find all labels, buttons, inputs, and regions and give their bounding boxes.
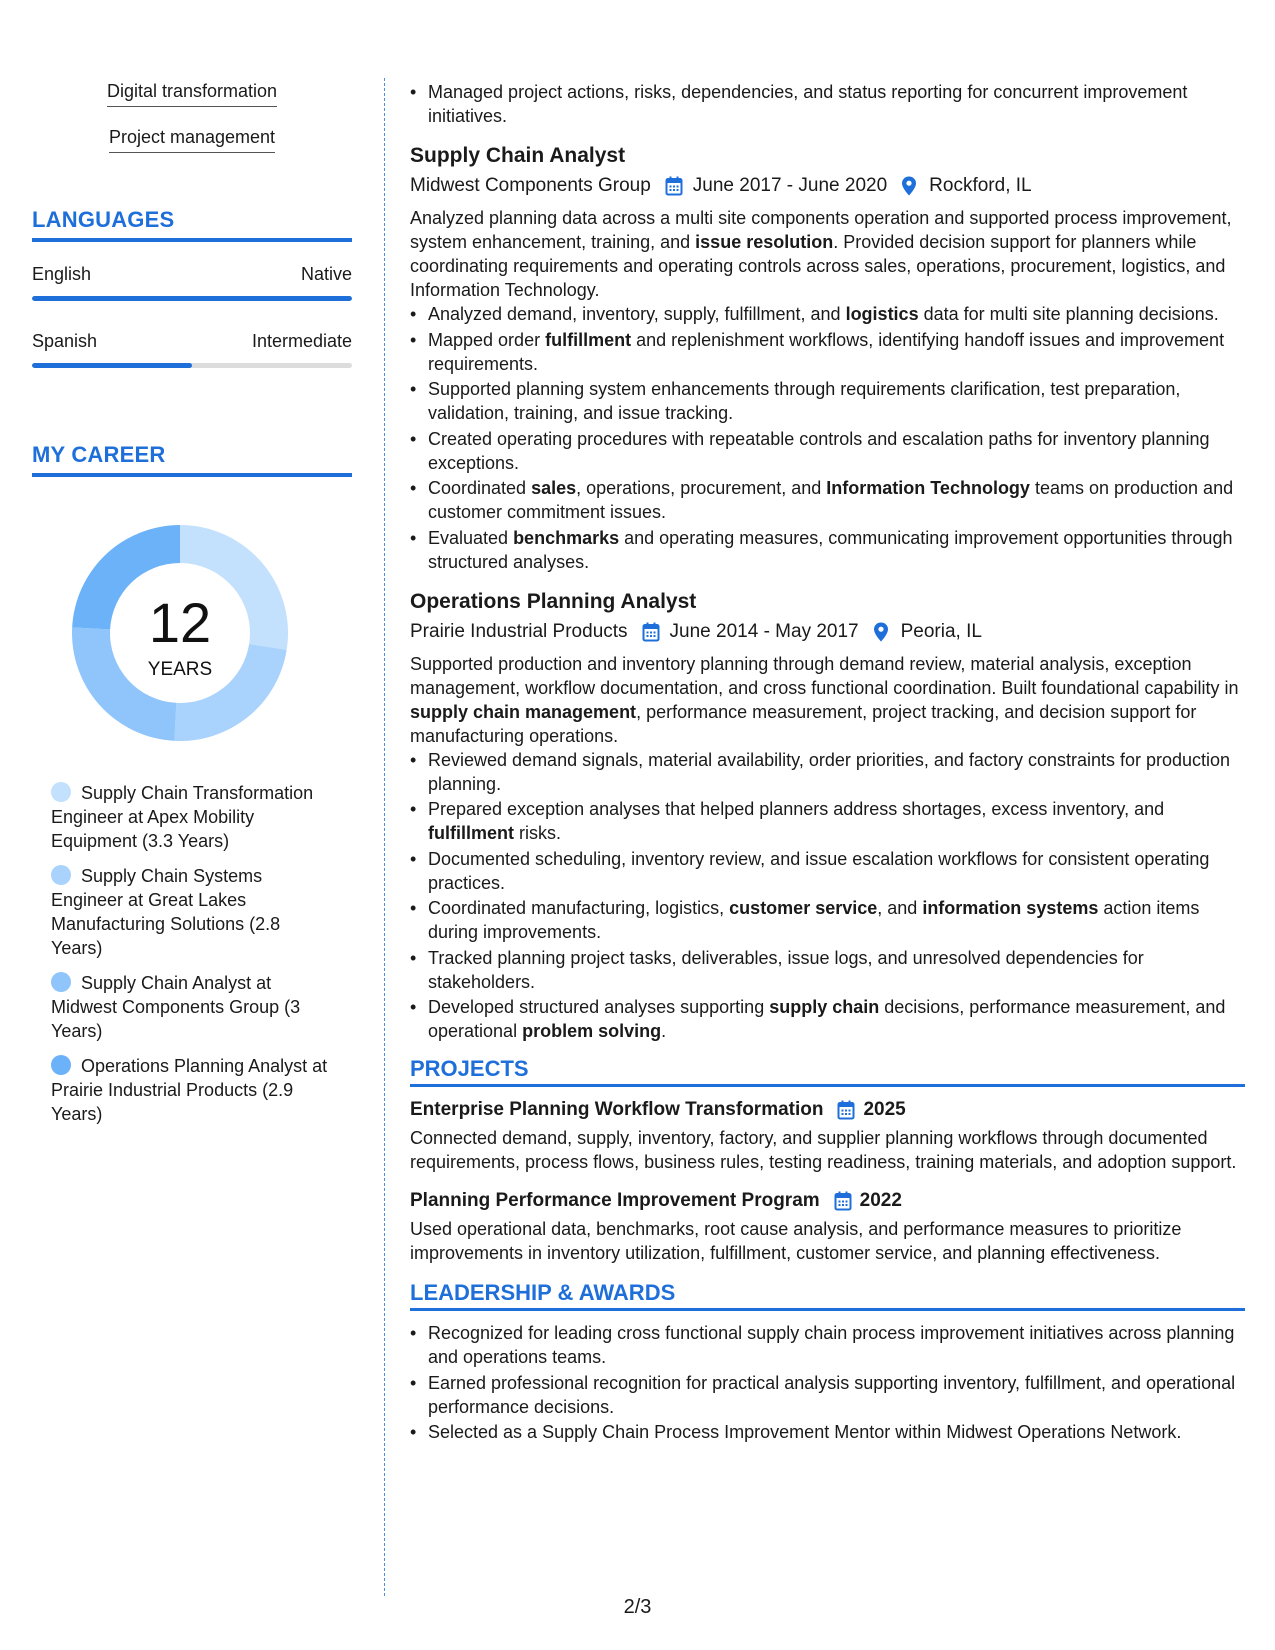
awards-heading: LEADERSHIP & AWARDS xyxy=(410,1281,1245,1311)
career-legend-item xyxy=(51,781,336,853)
calendar-icon xyxy=(834,1191,852,1211)
list-item: • Evaluated benchmarks and operating measures, communicating improvement opportunities through structured analyses. xyxy=(410,526,1245,574)
career-donut-chart xyxy=(68,521,292,745)
job-bullet-list xyxy=(410,748,1245,1044)
calendar-icon xyxy=(837,1100,855,1120)
project-header xyxy=(410,1097,1245,1123)
job-summary: Supported production and inventory planning through demand review, material analysis, exception management, workflow documentation, and cross functional coordination. Built foundational capability in supply chain management, performance measurement, project tracking, and decision support for manufacturing operations. xyxy=(410,653,1239,746)
career-legend-item xyxy=(51,864,336,960)
map-pin-icon xyxy=(901,176,919,196)
list-item: • Recognized for leading cross functional supply chain process improvement initiatives across planning and operations teams. xyxy=(410,1321,1245,1369)
language-proficiency-fill xyxy=(32,363,192,368)
career-legend-label: Operations Planning Analyst at Prairie Industrial Products (2.9 Years) xyxy=(51,1056,328,1124)
job-dates: June 2017 - June 2020 xyxy=(692,175,888,196)
career-total-years: 12 xyxy=(148,591,212,654)
awards-list xyxy=(410,1321,1245,1444)
list-item: • Documented scheduling, inventory review, and issue escalation workflows for consistent operating practices. xyxy=(410,847,1245,895)
project-title: Enterprise Planning Workflow Transformation xyxy=(410,1099,824,1120)
list-item: • Coordinated sales, operations, procurement, and Information Technology teams on production and customer commitment issues. xyxy=(410,476,1245,524)
job-summary: Analyzed planning data across a multi site components operation and supported process improvement, system enhancement, training, and issue resolution. Provided decision support for planners while coordinating requirements and operating controls across sales, operations, procurement, logistics, and Information Technology. xyxy=(410,208,1232,300)
language-entry xyxy=(32,331,352,368)
list-item: • Analyzed demand, inventory, supply, fulfillment, and logistics data for multi site planning decisions. xyxy=(410,302,1245,326)
list-item: • Coordinated manufacturing, logistics, customer service, and information systems action items during improvements. xyxy=(410,896,1245,944)
project-header xyxy=(410,1188,1245,1214)
language-proficiency-bar xyxy=(32,296,352,301)
projects-heading: PROJECTS xyxy=(410,1057,1245,1087)
language-level: Intermediate xyxy=(251,331,352,351)
legend-dot-icon xyxy=(51,782,71,802)
project-entry xyxy=(410,1097,1245,1174)
legend-dot-icon xyxy=(51,972,71,992)
language-level: Native xyxy=(300,264,352,284)
language-proficiency-fill xyxy=(32,296,352,301)
language-name: Spanish xyxy=(32,331,98,351)
career-total-unit: YEARS xyxy=(147,659,213,680)
column-divider xyxy=(384,78,385,1596)
list-item: • Mapped order fulfillment and replenishment workflows, identifying handoff issues and improvement requirements. xyxy=(410,328,1245,376)
project-entry xyxy=(410,1188,1245,1265)
language-entry xyxy=(32,264,352,301)
career-legend-label: Supply Chain Systems Engineer at Great Lakes Manufacturing Solutions (2.8 Years) xyxy=(51,866,281,958)
project-year: 2022 xyxy=(859,1190,902,1211)
job-meta xyxy=(410,172,1245,200)
language-name: English xyxy=(32,264,92,284)
career-legend-label: Supply Chain Transformation Engineer at Apex Mobility Equipment (3.3 Years) xyxy=(51,783,314,851)
job-location: Rockford, IL xyxy=(929,175,1032,196)
company-name: Midwest Components Group xyxy=(410,175,651,196)
calendar-icon xyxy=(642,622,660,642)
legend-dot-icon xyxy=(51,865,71,885)
page-number: 2/3 xyxy=(623,1596,652,1618)
sidebar xyxy=(32,80,352,1137)
job-title: Operations Planning Analyst xyxy=(410,589,697,613)
list-item: • Tracked planning project tasks, deliverables, issue logs, and unresolved dependencies for stakeholders. xyxy=(410,946,1245,994)
list-item: • Prepared exception analyses that helped planners address shortages, excess inventory, and fulfillment risks. xyxy=(410,797,1245,845)
projects-list xyxy=(410,1097,1245,1265)
list-item: • Selected as a Supply Chain Process Improvement Mentor within Midwest Operations Network. xyxy=(410,1420,1245,1444)
legend-dot-icon xyxy=(51,1055,71,1075)
list-item: • Created operating procedures with repeatable controls and escalation paths for inventory planning exceptions. xyxy=(410,427,1245,475)
list-item: • Managed project actions, risks, dependencies, and status reporting for concurrent improvement initiatives. xyxy=(410,80,1245,128)
list-item: • Developed structured analyses supporting supply chain decisions, performance measurement, and operational problem solving. xyxy=(410,995,1245,1043)
career-legend xyxy=(51,781,336,1126)
languages-heading: LANGUAGES xyxy=(32,207,352,242)
company-name: Prairie Industrial Products xyxy=(410,620,628,642)
experience-list xyxy=(410,142,1245,1043)
career-heading: MY CAREER xyxy=(32,442,352,477)
job-entry xyxy=(410,588,1245,1044)
career-legend-item xyxy=(51,971,336,1043)
career-legend-label: Supply Chain Analyst at Midwest Components Group (3 Years) xyxy=(51,973,301,1041)
skill-tag: Digital transformation xyxy=(107,80,277,107)
list-item: • Supported planning system enhancements through requirements clarification, test preparation, validation, training, and issue tracking. xyxy=(410,377,1245,425)
continued-bullet-list xyxy=(410,80,1245,128)
job-meta xyxy=(410,618,1245,646)
skill-tag: Project management xyxy=(109,126,275,153)
map-pin-icon xyxy=(873,622,891,642)
project-title: Planning Performance Improvement Program xyxy=(410,1190,820,1211)
calendar-icon xyxy=(665,176,683,196)
job-location: Peoria, IL xyxy=(900,620,982,642)
language-proficiency-bar xyxy=(32,363,352,368)
project-description: Connected demand, supply, inventory, factory, and supplier planning workflows through documented requirements, process flows, business rules, testing readiness, training materials, and adoption support. xyxy=(410,1128,1237,1172)
job-bullet-list xyxy=(410,302,1245,574)
job-dates: June 2014 - May 2017 xyxy=(669,620,859,642)
project-year: 2025 xyxy=(863,1099,906,1120)
project-description: Used operational data, benchmarks, root cause analysis, and performance measures to prioritize improvements in inventory utilization, fulfillment, customer service, and planning effectiveness. xyxy=(410,1219,1182,1263)
main-content xyxy=(410,80,1245,1446)
career-legend-item xyxy=(51,1054,336,1126)
job-entry xyxy=(410,142,1245,574)
job-title: Supply Chain Analyst xyxy=(410,144,626,167)
list-item: • Earned professional recognition for practical analysis supporting inventory, fulfillment, and operational performance decisions. xyxy=(410,1371,1245,1419)
list-item: • Reviewed demand signals, material availability, order priorities, and factory constraints for production planning. xyxy=(410,748,1245,796)
